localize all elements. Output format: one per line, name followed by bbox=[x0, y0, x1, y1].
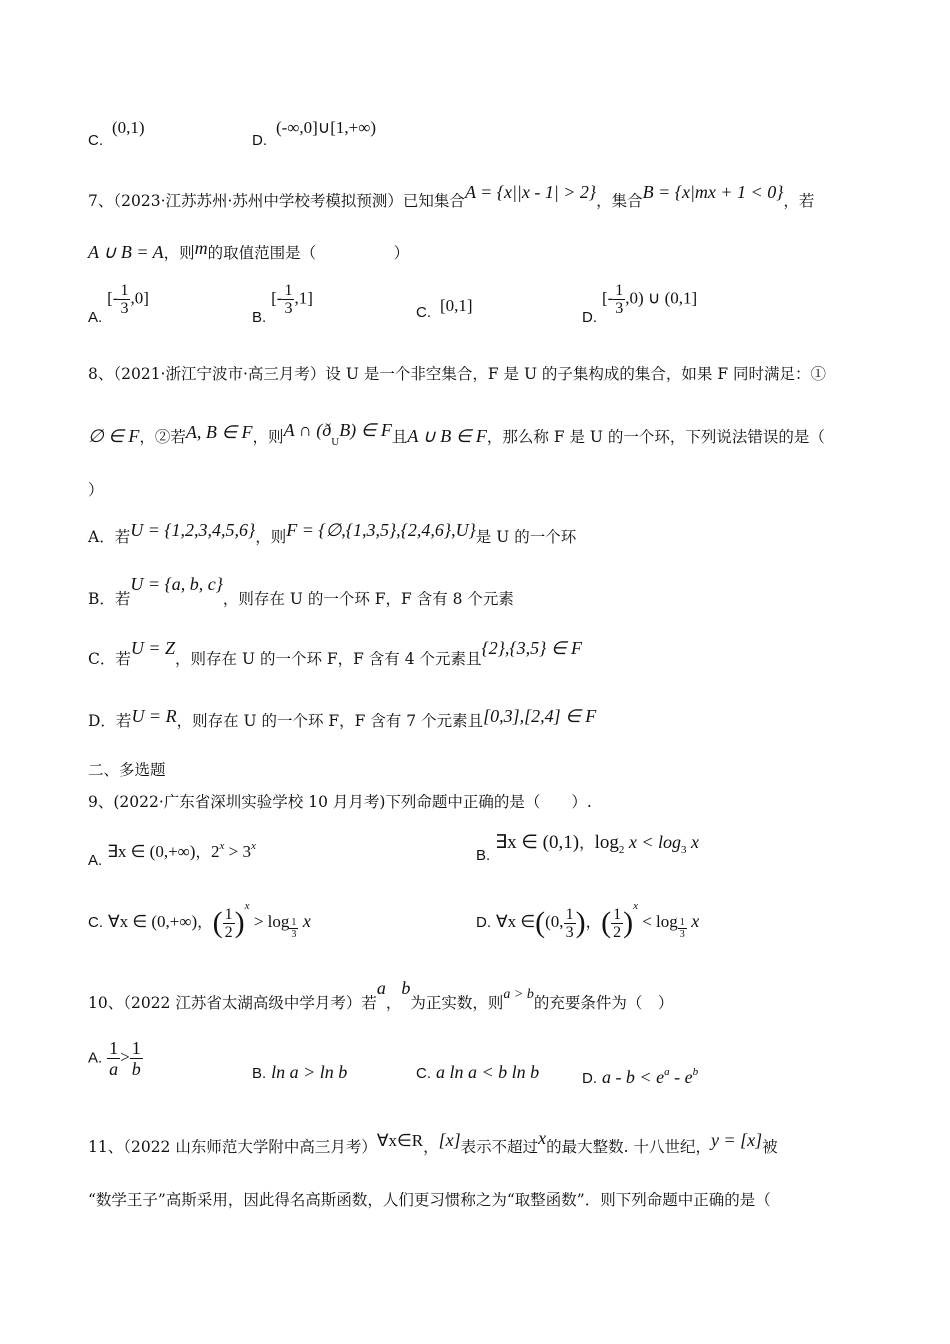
q9-option-d-int-left: (0, bbox=[545, 912, 564, 931]
q9-option-c-rparen: ) bbox=[234, 906, 245, 939]
q9-option-a-sep: ， bbox=[195, 843, 211, 861]
q10-option-b-label: B. bbox=[252, 1065, 267, 1082]
q9-option-b-label: B. bbox=[476, 847, 491, 864]
q7-option-a bbox=[88, 282, 149, 326]
q6-option-c bbox=[88, 118, 145, 153]
q10-stem bbox=[88, 978, 890, 1017]
q8-option-b bbox=[88, 574, 890, 611]
q8-complement-sub: U bbox=[331, 436, 340, 448]
q9-option-d-logbase-den: 3 bbox=[679, 929, 685, 940]
q9-option-d bbox=[476, 894, 699, 941]
q10-cond: a > b bbox=[503, 987, 534, 1002]
q6-option-c-label: C. bbox=[88, 132, 103, 149]
q7-option-c bbox=[416, 296, 473, 325]
q9-option-d-int-num: 1 bbox=[565, 905, 574, 923]
q10-mid: 为正实数，则 bbox=[410, 994, 504, 1012]
q10-option-b-expr: ln a > ln b bbox=[271, 1062, 348, 1082]
q11-desc3: 被 bbox=[762, 1138, 778, 1156]
q10-option-d-exp-a: a bbox=[664, 1066, 670, 1078]
q7-option-b-den: 3 bbox=[284, 300, 293, 317]
q7-option-b-label: B. bbox=[252, 308, 267, 326]
q10-option-d bbox=[582, 1060, 698, 1091]
q10-option-b bbox=[252, 1060, 347, 1086]
q9-option-b-quant: ∃x ∈ (0,1) bbox=[495, 832, 580, 853]
q7-option-d bbox=[582, 282, 698, 326]
q9-option-d-int-lparen: ( bbox=[535, 906, 546, 939]
q9-option-b-log1: log bbox=[594, 832, 619, 853]
q9-option-c-label: C. bbox=[88, 914, 103, 931]
q7-option-a-den: 3 bbox=[120, 300, 129, 317]
q10-option-a-d1: a bbox=[109, 1059, 119, 1079]
q8-option-d-mid: ，则存在 U 的一个环 F，F 含有 7 个元素且 bbox=[176, 712, 484, 730]
q9-stem: 9、(2022·广东省深圳实验学校 10 月月考)下列命题中正确的是（ ）. bbox=[88, 793, 592, 811]
q7-option-c-label: C. bbox=[416, 304, 431, 321]
q8-option-c-math2: {2},{3,5} ∈ F bbox=[481, 638, 582, 658]
q8-complement-start: A ∩ (ð bbox=[283, 420, 332, 440]
q8-ab-in-f: A, B ∈ F bbox=[185, 422, 253, 442]
q8-and: 且 bbox=[391, 428, 408, 446]
q9-option-c-sep: ， bbox=[197, 913, 213, 931]
q7-option-d-frac bbox=[613, 282, 625, 317]
q9-option-c-end: x bbox=[298, 911, 311, 931]
q8-option-d-label: D．若 bbox=[88, 712, 132, 730]
q11-desc1: 表示不超过 bbox=[460, 1138, 539, 1156]
q11-func: y = [x] bbox=[711, 1130, 763, 1150]
q10-option-a-gt: > bbox=[120, 1047, 130, 1067]
q7-option-d-den: 3 bbox=[615, 300, 624, 317]
q10-option-a-n1: 1 bbox=[109, 1038, 119, 1058]
q6-option-c-value: (0,1) bbox=[111, 118, 145, 137]
q10-option-a-frac2 bbox=[130, 1038, 143, 1079]
q9-option-c-den: 2 bbox=[224, 923, 233, 941]
q9-option-b-end: x bbox=[686, 832, 700, 852]
q8-stem-line2 bbox=[88, 420, 890, 456]
q9-option-a-gt: > 3 bbox=[224, 842, 251, 861]
q7-option-d-right: ,0) ∪ (0,1] bbox=[625, 288, 698, 308]
q7-option-d-label: D. bbox=[582, 308, 597, 326]
q9-option-d-num: 1 bbox=[613, 905, 622, 923]
q7-stem bbox=[88, 182, 890, 213]
q9-option-c-logbase-num: 1 bbox=[291, 917, 297, 928]
q8-stem-tail: ，那么称 F 是 U 的一个环，下列说法错误的是（ bbox=[486, 428, 825, 446]
q10-option-c-label: C. bbox=[416, 1065, 431, 1082]
q8-empty-in-f: ∅ ∈ F bbox=[88, 426, 140, 446]
q10-option-a-frac1 bbox=[107, 1038, 120, 1079]
q9-option-d-logbase bbox=[678, 917, 687, 940]
q11-quant: ∀x∈R bbox=[376, 1131, 424, 1150]
q9-option-d-logbase-num: 1 bbox=[679, 917, 685, 928]
q8-option-a-mid: ，则 bbox=[255, 528, 287, 546]
q8-then: ，则 bbox=[252, 428, 284, 446]
q8-option-c-math: U = Z bbox=[130, 638, 176, 658]
q9-option-c bbox=[88, 894, 311, 941]
q8-second-cond: ，②若 bbox=[139, 428, 186, 446]
q7-end: ，若 bbox=[783, 192, 815, 210]
q8-option-b-label: B．若 bbox=[88, 590, 131, 608]
q10-var-a: a bbox=[376, 978, 386, 998]
q9-option-c-lparen: ( bbox=[212, 906, 223, 939]
q8-stem-line3: ） bbox=[88, 481, 104, 499]
q9-option-d-end: x bbox=[686, 911, 700, 931]
q7-option-c-value: [0,1] bbox=[439, 296, 473, 315]
q9-option-b-base1: 2 bbox=[618, 844, 625, 856]
q9-option-d-int-right: ) bbox=[575, 906, 586, 939]
q9-option-d-exp: x bbox=[633, 900, 638, 912]
q9-option-d-int-frac bbox=[564, 906, 576, 941]
q11-desc2: 的最大整数. 十八世纪， bbox=[546, 1138, 712, 1156]
q10-option-a-label: A. bbox=[88, 1049, 103, 1067]
q8-complement-end: B) ∈ F bbox=[339, 420, 392, 440]
q9-option-a-quant: ∃x ∈ (0,+∞) bbox=[107, 842, 196, 861]
q8-option-a-end: 是 U 的一个环 bbox=[475, 528, 577, 546]
q9-option-d-lparen: ( bbox=[601, 906, 612, 939]
section-title: 二、多选题 bbox=[88, 761, 166, 779]
q7-option-b-frac bbox=[282, 282, 294, 317]
q9-option-b-base2: 3 bbox=[681, 844, 687, 856]
q9-option-b-sep: ， bbox=[579, 834, 595, 852]
q9-option-d-label: D. bbox=[476, 914, 491, 931]
q9-option-a-exp1: x bbox=[219, 840, 225, 852]
q9-option-c-logbase-den: 3 bbox=[291, 929, 297, 940]
q9-option-c-quant: ∀x ∈ (0,+∞) bbox=[107, 912, 198, 931]
q8-option-b-math: U = {a, b, c} bbox=[130, 574, 223, 594]
q10-option-a-d2: b bbox=[131, 1059, 141, 1079]
q11-stem-line2: “数学王子”高斯采用，因此得名高斯函数，人们更习惯称之为“取整函数”．则下列命题中正确的是（ bbox=[88, 1191, 771, 1209]
q7-condition bbox=[88, 240, 890, 265]
q8-stem-line1: 8、（2021·浙江宁波市·高三月考）设 U 是一个非空集合，F 是 U 的子集构成的集合，如果 F 同时满足：① bbox=[88, 365, 827, 383]
q10-option-d-expr: a - b < e bbox=[601, 1067, 665, 1087]
q9-option-c-cmp: > log bbox=[249, 912, 290, 931]
q7-set-b: B = {x|mx + 1 < 0} bbox=[642, 182, 784, 202]
q10-comma: ， bbox=[385, 994, 402, 1012]
q10-option-d-exp-b: b bbox=[692, 1066, 699, 1078]
q9-option-b-mid: x < log bbox=[624, 832, 682, 852]
q10-option-c-expr: a ln a < b ln b bbox=[435, 1062, 540, 1082]
q9-option-a-base: 2 bbox=[210, 842, 220, 861]
q6-option-d-value: (-∞,0]∪[1,+∞) bbox=[275, 118, 377, 137]
q8-option-d bbox=[88, 708, 890, 733]
q7-option-a-frac bbox=[118, 282, 130, 317]
q7-cond-math: A ∪ B = A bbox=[88, 242, 164, 262]
q11-var-x: x bbox=[538, 1128, 547, 1148]
q7-then: ，则 bbox=[163, 244, 195, 262]
q10-option-d-minus-e: - e bbox=[669, 1067, 693, 1087]
q9-option-d-den: 2 bbox=[613, 923, 622, 941]
q9-option-c-num: 1 bbox=[224, 905, 233, 923]
q10-var-b: b bbox=[401, 978, 411, 998]
q7-mid: ，集合 bbox=[596, 192, 643, 210]
q9-option-d-frac bbox=[611, 906, 623, 941]
q7-option-d-left: [- bbox=[601, 288, 614, 308]
q8-option-d-math2: [0,3],[2,4] ∈ F bbox=[483, 706, 597, 726]
q10-option-a-n2: 1 bbox=[131, 1038, 141, 1058]
q9-option-d-quant: ∀x ∈ bbox=[495, 912, 536, 931]
q11-source: 11、（2022 山东师范大学附中高三月考） bbox=[88, 1138, 377, 1156]
q8-option-a bbox=[88, 520, 890, 549]
q9-option-c-exp: x bbox=[244, 900, 250, 912]
q10-option-c bbox=[416, 1060, 539, 1086]
q9-option-a-label: A. bbox=[88, 852, 103, 869]
q9-option-d-cmp: < log bbox=[637, 912, 678, 931]
q8-option-a-math1: U = {1,2,3,4,5,6} bbox=[130, 520, 256, 540]
q10-option-a bbox=[88, 1038, 143, 1079]
q8-option-a-math2: F = {∅,{1,3,5},{2,4,6},U} bbox=[286, 520, 476, 540]
q7-option-b-left: [- bbox=[271, 288, 283, 308]
q11-stem-line1 bbox=[88, 1128, 890, 1159]
q7-option-b-right: ,1] bbox=[294, 288, 313, 308]
q6-option-d bbox=[252, 118, 377, 153]
q9-option-d-sep: ， bbox=[585, 913, 602, 931]
q7-option-a-label: A. bbox=[88, 308, 103, 326]
q7-var: m bbox=[194, 238, 208, 258]
q7-option-a-num: 1 bbox=[120, 282, 129, 299]
q7-set-a: A = {x||x - 1| > 2} bbox=[464, 182, 597, 202]
q8-option-c bbox=[88, 638, 890, 671]
q9-option-a bbox=[88, 834, 256, 869]
q9-option-d-rparen: ) bbox=[623, 906, 634, 939]
q10-option-d-label: D. bbox=[582, 1070, 597, 1087]
q7-source: （2023·江苏苏州·苏州中学校考模拟预测）已知集合 bbox=[113, 192, 465, 210]
q7-number: 7、 bbox=[88, 192, 114, 210]
q7-option-b bbox=[252, 282, 313, 326]
q9-option-a-exp2: x bbox=[250, 840, 256, 852]
q8-option-d-math: U = R bbox=[131, 706, 177, 726]
q7-ask: 的取值范围是（ ） bbox=[207, 244, 410, 262]
q6-option-d-label: D. bbox=[252, 132, 267, 149]
q8-option-a-label: A．若 bbox=[88, 528, 131, 546]
q9-option-b bbox=[476, 830, 699, 862]
q10-source: 10、（2022 江苏省太湖高级中学月考）若 bbox=[88, 994, 377, 1012]
q9-option-d-int-den: 3 bbox=[565, 923, 574, 941]
q8-union-in-f: A ∪ B ∈ F bbox=[407, 426, 487, 446]
q9-option-c-frac bbox=[223, 906, 235, 941]
q8-option-c-mid: ，则存在 U 的一个环 F，F 含有 4 个元素且 bbox=[175, 650, 482, 668]
q7-option-b-num: 1 bbox=[284, 282, 293, 299]
q7-option-a-left: [- bbox=[107, 288, 119, 308]
q11-floor-x: [x] bbox=[438, 1130, 461, 1150]
q7-option-d-num: 1 bbox=[615, 282, 624, 299]
q11-comma: ， bbox=[423, 1138, 439, 1156]
q10-ask: 的充要条件为（ ） bbox=[533, 994, 674, 1012]
q7-option-a-right: ,0] bbox=[130, 288, 149, 308]
q8-option-b-end: ，则存在 U 的一个环 F，F 含有 8 个元素 bbox=[222, 590, 514, 608]
q8-option-c-label: C．若 bbox=[88, 650, 131, 668]
